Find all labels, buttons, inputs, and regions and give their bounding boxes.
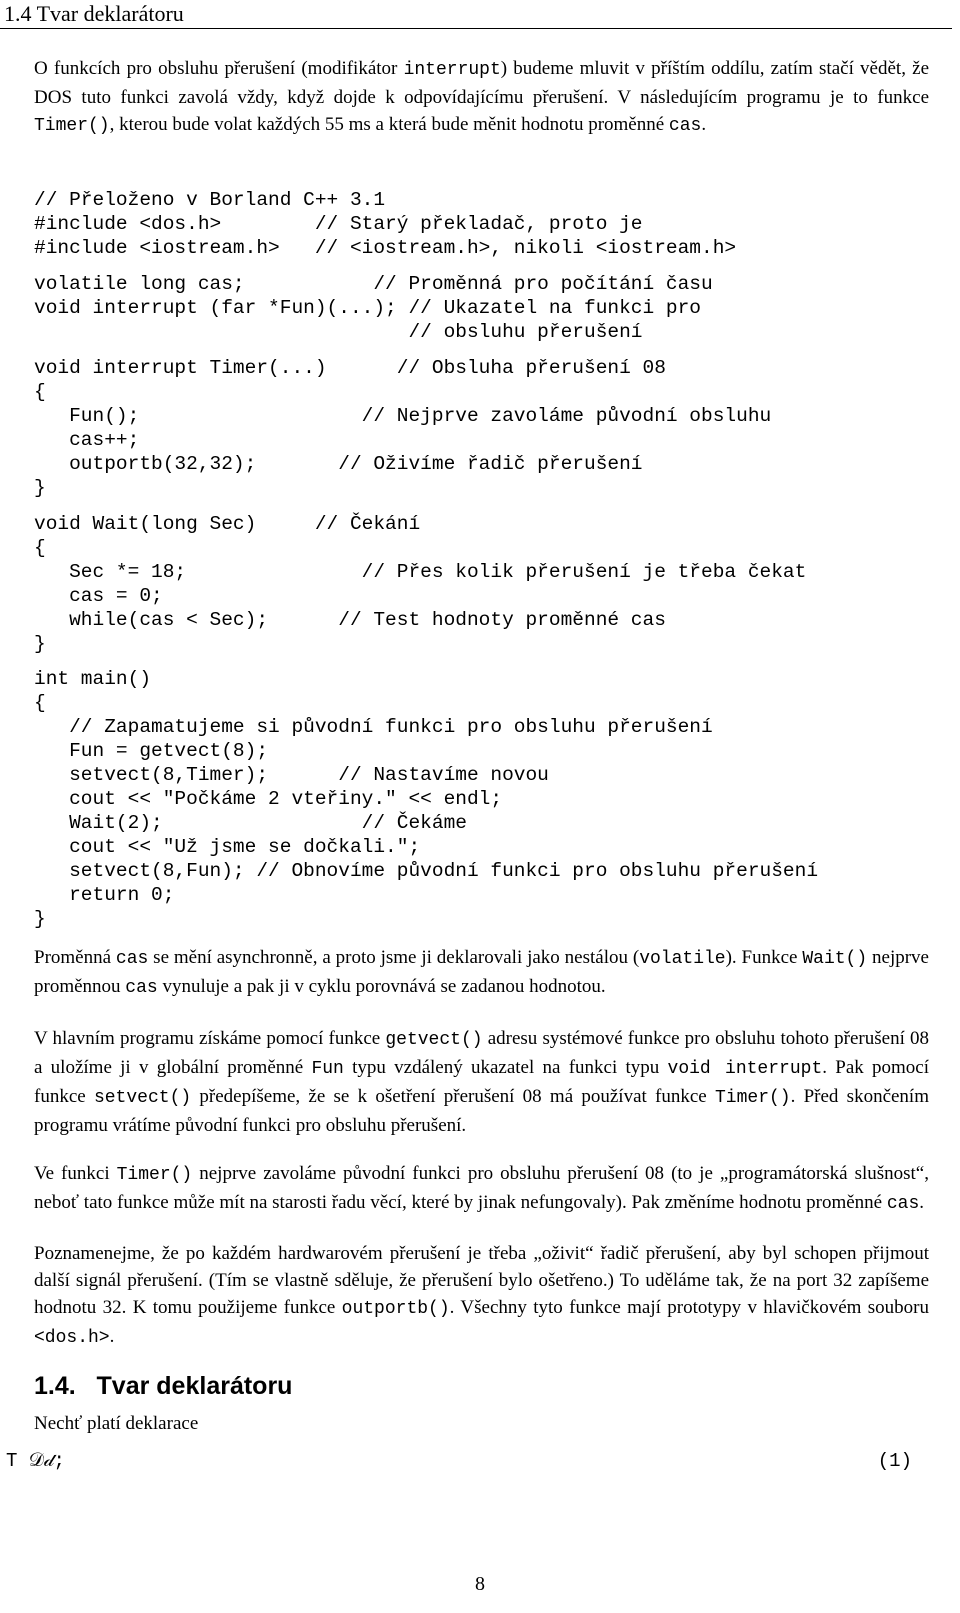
declaration-text: T 𝒟𝒹;	[6, 1450, 65, 1472]
intro-paragraph: O funkcích pro obsluhu přerušení (modifikátor interrupt) budeme mluvit v příštím oddílu, zatím stačí vědět, že DOS tuto funkci zavolá vždy, když dojde k odpovídajícímu přerušení. V následujícím programu je to funkce Timer(), kterou bude volat každých 55 ms a která bude měnit hodnotu proměnné cas.	[34, 58, 930, 136]
running-header	[0, 0, 952, 29]
section-heading: 1.4. Tvar deklarátoru	[34, 1372, 293, 1400]
code-block-includes: // Přeloženo v Borland C++ 3.1 #include <dos.h> // Starý překladač, proto je #include <iostream.h> // <iostream.h>, nikoli <iostream.h>	[34, 189, 737, 259]
running-header-title: 1.4 Tvar deklarátoru	[4, 1, 184, 26]
page-number: 8	[475, 1573, 485, 1595]
section-intro-text: Nechť platí deklarace	[34, 1413, 199, 1434]
declaration-line	[6, 1450, 912, 1472]
paragraph-main-program: V hlavním programu získáme pomocí funkce getvect() adresu systémové funkce pro obsluhu tohoto přerušení 08 a uložíme ji v globální proměnné Fun typu vzdálený ukazatel na funkci typu void interrupt. Pak pomocí funkce setvect() předepíšeme, že se k ošetření přerušení 08 má používat funkce Timer(). Před skončením programu vrátíme původní funkci pro obsluhu přerušení.	[34, 1028, 929, 1136]
code-block-main: int main() { // Zapamatujeme si původní funkci pro obsluhu přerušení Fun = getvect(8); setvect(8,Timer); // Nastavíme novou cout << "Počkáme 2 vteřiny." << endl; Wait(2); // Čekáme cout << "Už jsme se dočkali."; setvect(8,Fun); // Obnovíme původní funkci pro obsluhu přerušení return 0; }	[34, 668, 819, 930]
paragraph-timer: Ve funkci Timer() nejprve zavoláme původní funkci pro obsluhu přerušení 08 (to je „programátorská slušnost“, neboť tato funkce může mít na starosti řadu věcí, které by jinak nefungovaly). Pak změníme hodnotu proměnné cas.	[34, 1163, 929, 1214]
code-block-globals: volatile long cas; // Proměnná pro počítání času void interrupt (far *Fun)(...); // Ukazatel na funkci pro // obsluhu přerušení	[34, 273, 713, 343]
equation-number: (1)	[877, 1450, 912, 1472]
paragraph-interrupt-controller: Poznamenejme, že po každém hardwarovém přerušení je třeba „oživit“ řadič přerušení, aby byl schopen přijmout další signál přerušení. (Tím se vlastně sděluje, že přerušení bylo ošetřeno.) To uděláme tak, že na port 32 zapíšeme hodnotu 32. K tomu použijeme funkce outportb(). Všechny tyto funkce mají prototypy v hlavičkovém souboru <dos.h>.	[34, 1243, 929, 1348]
code-block-timer: void interrupt Timer(...) // Obsluha přerušení 08 { Fun(); // Nejprve zavoláme původní obsluhu cas++; outportb(32,32); // Oživíme řadič přerušení }	[34, 357, 772, 499]
paragraph-volatile: Proměnná cas se mění asynchronně, a proto jsme ji deklarovali jako nestálou (volatile). Funkce Wait() nejprve proměnnou cas vynuluje a pak ji v cyklu porovnává se zadanou hodnotou.	[34, 947, 929, 998]
code-block-wait: void Wait(long Sec) // Čekání { Sec *= 18; // Přes kolik přerušení je třeba čekat cas = 0; while(cas < Sec); // Test hodnoty proměnné cas }	[34, 513, 807, 655]
